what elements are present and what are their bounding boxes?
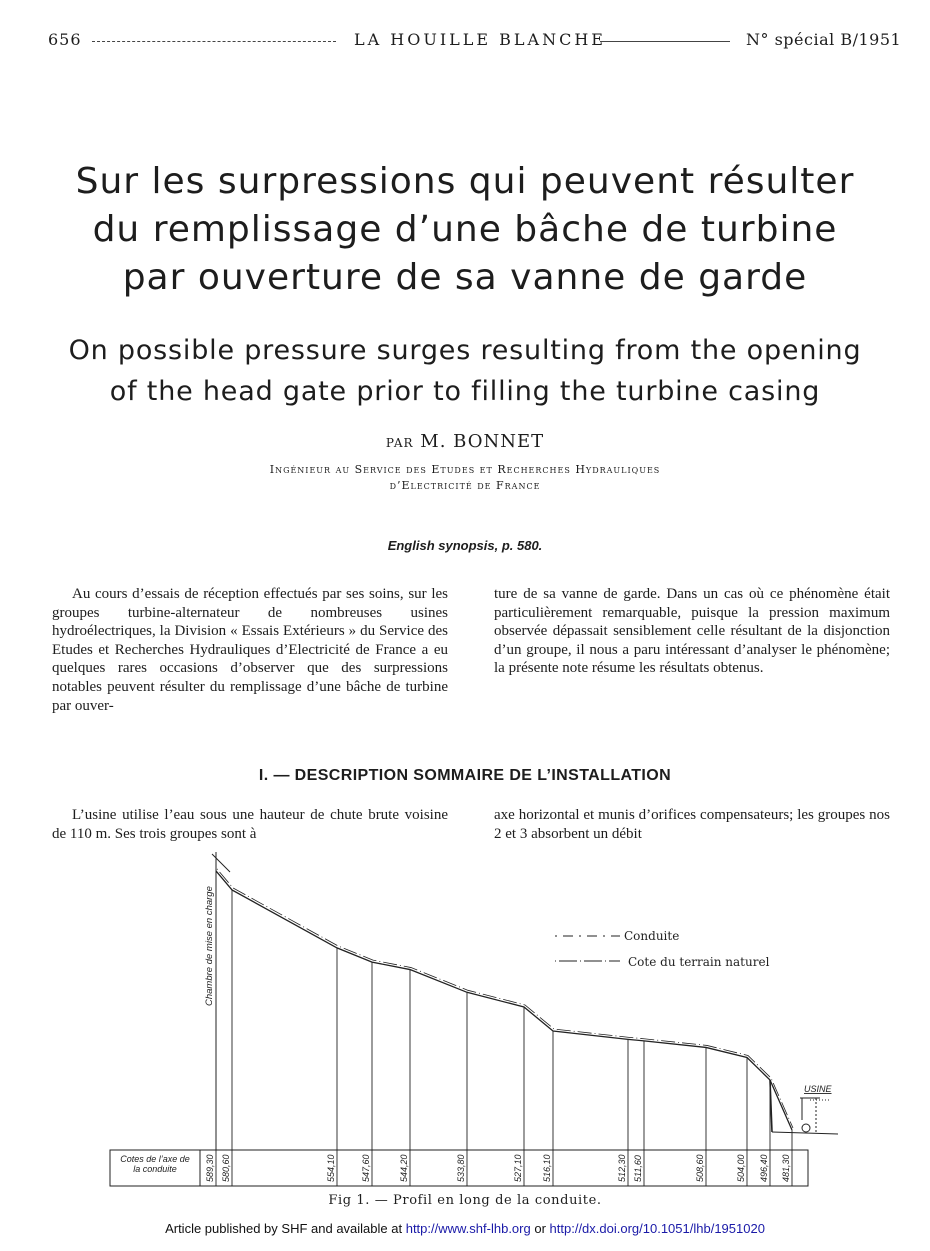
section-heading: I. — DESCRIPTION SOMMAIRE DE L’INSTALLATION: [258, 767, 672, 784]
footer-or: or: [534, 1221, 546, 1236]
series-line-terrain: [217, 869, 793, 1128]
legend: [555, 929, 770, 969]
pipeline-profile-figure: [100, 850, 850, 1200]
footer-prefix: Article published by SHF and available at: [165, 1221, 403, 1236]
station-elevation-label: 547,60: [361, 1154, 371, 1182]
author-prefix: PAR: [385, 436, 414, 450]
intro-paragraph-right: ture de sa vanne de garde. Dans un cas où ce phénomène était particulièrement remarquable, puisque la pression maximum observée dépassait sensiblement celle résultant de la disjonction d’un groupe, il nous a paru intéressant d’analyser le phénomène; la présente note résume les résultats obtenus.: [494, 586, 890, 677]
figure-caption: Fig 1. — Profil en long de la conduite.: [328, 1193, 602, 1208]
station-elevation-label: 527,10: [513, 1154, 523, 1182]
title-english-line-2: of the head gate prior to filling the turbine casing: [109, 376, 821, 407]
station-elevation-label: 504,00: [736, 1154, 746, 1182]
title-english-line-1: On possible pressure surges resulting from the opening: [68, 335, 862, 366]
journal-title: LA HOUILLE BLANCHE: [354, 30, 606, 49]
title-french-line-3: par ouverture de sa vanne de garde: [122, 257, 808, 298]
page-number: 656: [48, 30, 82, 49]
author-name: M. BONNET: [420, 431, 545, 452]
station-elevation-label: 508,60: [695, 1154, 705, 1182]
title-french: [0, 158, 930, 302]
header-rule-left: [92, 41, 336, 42]
header-rule-right: [600, 41, 730, 42]
legend-pipe-label: Conduite: [624, 929, 680, 943]
station-elevation-label: 533,80: [456, 1154, 466, 1182]
station-elevation-label: 512,30: [617, 1154, 627, 1182]
chamber-top: [212, 854, 230, 872]
station-elevation-label: 481,30: [781, 1154, 791, 1182]
legend-ground-label: Cote du terrain naturel: [628, 955, 770, 969]
station-elevation-label: 580,60: [221, 1154, 231, 1182]
footer-link-doi[interactable]: http://dx.doi.org/10.1051/lhb/1951020: [549, 1221, 765, 1236]
body-paragraph-right: axe horizontal et munis d’orifices compensateurs; les groupes nos 2 et 3 absorbent un débit: [494, 807, 890, 842]
chamber-label: Chambre de mise en charge: [204, 886, 215, 1006]
affiliation: [0, 462, 930, 494]
footer: [0, 1221, 930, 1236]
english-synopsis-ref: English synopsis, p. 580.: [387, 538, 543, 553]
title-english: [0, 330, 930, 412]
station-elevation-label: 589,30: [205, 1154, 215, 1182]
station-elevation-label: 516,10: [542, 1154, 552, 1182]
body-paragraph-left: L’usine utilise l’eau sous une hauteur de chute brute voisine de 110 m. Ses trois groupes sont à: [52, 807, 448, 842]
issue-label: N° spécial B/1951: [746, 30, 902, 49]
axis-header-line-2: la conduite: [133, 1164, 177, 1174]
footer-link-shf[interactable]: http://www.shf-lhb.org: [405, 1221, 531, 1236]
title-french-line-1: Sur les surpressions qui peuvent résulter: [75, 161, 855, 202]
station-elevation-label: 554,10: [326, 1154, 336, 1182]
plant-label: USINE: [804, 1084, 832, 1094]
station-elevation-label: 496,40: [759, 1154, 769, 1182]
intro-paragraph-left: Au cours d’essais de réception effectués par ses soins, sur les groupes turbine-alternateur de nombreuses usines hydroélectriques, la Division « Essais Extérieurs » du Service des Etudes et Recherches Hydrauliques d’Electricité de France a eu quelques rares occasions d’observer que des surpressions notables peuvent résulter du remplissage d’une bâche de turbine par ouver-: [52, 586, 448, 714]
station-elevation-label: 511,60: [633, 1155, 643, 1182]
author-line: [0, 431, 930, 452]
axis-header-line-1: Cotes de l’axe de: [120, 1154, 190, 1164]
station-elevation-label: 544,20: [399, 1154, 409, 1182]
affiliation-line-1: Ingénieur au Service des Etudes et Recherches Hydrauliques: [269, 463, 661, 476]
title-french-line-2: du remplissage d’une bâche de turbine: [92, 209, 838, 250]
affiliation-line-2: d’Electricité de France: [389, 479, 541, 492]
